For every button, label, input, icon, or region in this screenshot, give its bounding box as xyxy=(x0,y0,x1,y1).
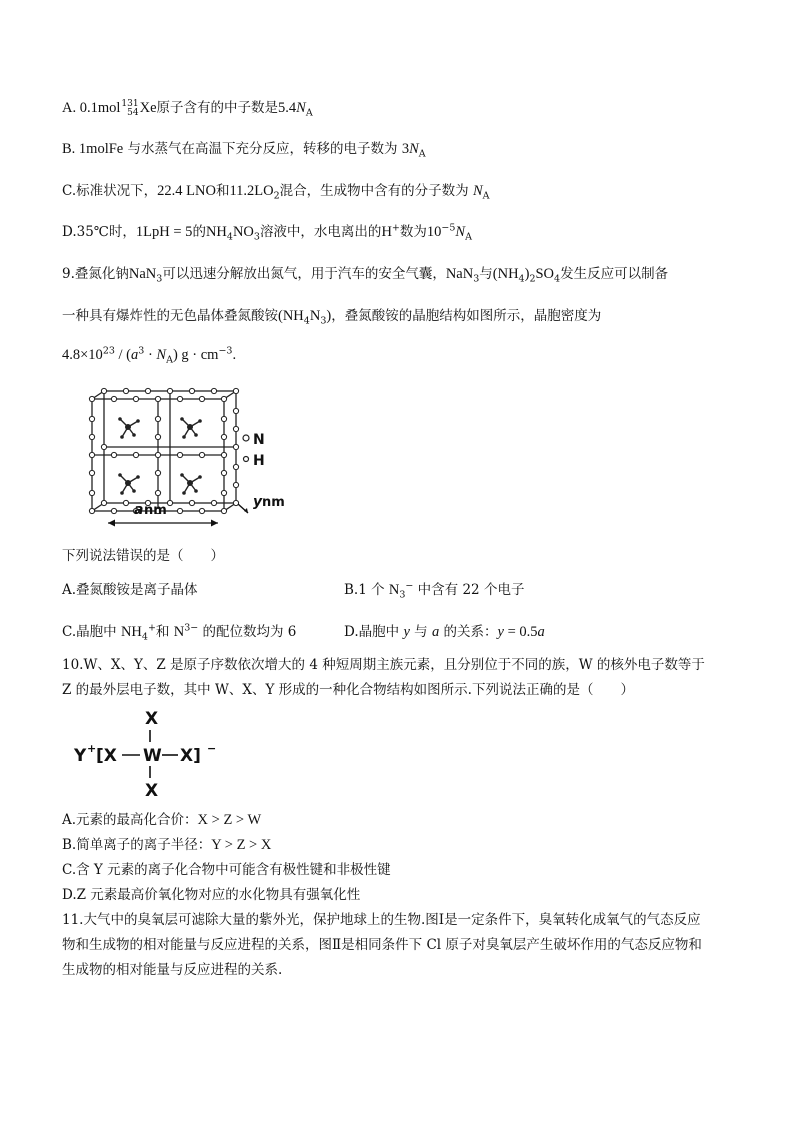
q11-stem-line1: 11.大气中的臭氧层可滤除大量的紫外光，保护地球上的生物.图Ⅰ是一定条件下，臭氧转化成氧气的气态反应 xyxy=(62,912,701,928)
structure-w: W xyxy=(143,746,162,766)
q8-option-c: C.标准状况下，22.4 LNO和$11.2LO_2$混合，生成物中含有的分子数为 $N_A$ xyxy=(62,183,490,202)
q9-option-a: A.叠氮酸铵是离子晶体 xyxy=(62,582,198,598)
q9-option-d: D.晶胞中 y 与 a 的关系：y = 0.5a xyxy=(344,624,545,640)
legend-h-label: H xyxy=(253,453,265,469)
isotope-numbers: 131 54 xyxy=(121,98,139,118)
dimension-y-unit: nm xyxy=(262,495,285,510)
q8-option-b: B. 1molFe 与水蒸气在高温下充分反应，转移的电子数为 $3N_A$ xyxy=(62,141,426,160)
q9-density-formula: $4.8\times 10^{23} / (a^3 \cdot N_A) g \cdot cm^{-3}$. xyxy=(62,345,237,366)
dimension-y-var: y xyxy=(253,494,263,510)
dimension-a-unit: nm xyxy=(144,503,167,518)
q10-option-d: D.Z 元素最高价氧化物对应的水化物具有强氧化性 xyxy=(62,887,361,903)
legend-n-marker xyxy=(243,435,249,441)
q10-option-c: C.含 Y 元素的离子化合物中可能含有极性键和非极性键 xyxy=(62,862,391,878)
structure-left-x: [X xyxy=(96,746,117,766)
structure-right-x: X] xyxy=(180,746,201,766)
q10-option-b: B.简单离子的离子半径：Y > Z > X xyxy=(62,837,272,853)
q10-stem-line2: Z 的最外层电子数，其中 W、X、Y 形成的一种化合物结构如图所示.下列说法正确的是（ ） xyxy=(62,682,634,698)
structure-y: Y xyxy=(74,746,87,766)
q9-option-b: B.1 个 $N_3^-$ 中含有 22 个电子 xyxy=(344,580,525,601)
q9-option-c: C.晶胞中 $NH_4^+$和 $N^{3-}$ 的配位数均为 6 xyxy=(62,622,297,643)
q9-stem-line2: 一种具有爆炸性的无色晶体叠氮酸铵$(NH_4N_3)$，叠氮酸铵的晶胞结构如图所示，晶胞密度为 xyxy=(62,308,602,327)
q11-stem-line2: 物和生成物的相对能量与反应进程的关系，图Ⅱ是相同条件下 Cl 原子对臭氧层产生破坏作用的气态反应物和 xyxy=(62,937,702,953)
q8-option-a: A. 0.1mol131 54Xe原子含有的中子数是$5.4N_A$ xyxy=(62,98,313,119)
q11-stem-line3: 生成物的相对能量与反应进程的关系. xyxy=(62,962,283,978)
legend-n-label: N xyxy=(253,432,265,448)
q9-stem-line1: 9.叠氮化钠NaN$_3$可以迅速分解放出氮气，用于汽车的安全气囊，NaN$_3$与$(NH_4)_2SO_4$发生反应可以制备 xyxy=(62,266,669,285)
q8-option-d: D.35℃时，1LpH = 5的$NH_4NO_3$溶液中，水电离出的H+数为$10^{-5}N_A$ xyxy=(62,222,472,243)
legend-h-marker xyxy=(244,457,249,462)
structure-y-charge: + xyxy=(87,742,97,755)
structure-bottom-x: X xyxy=(145,781,159,800)
compound-structure-figure xyxy=(72,708,252,800)
dimension-a-var: a xyxy=(134,502,144,518)
structure-charge: − xyxy=(207,742,217,755)
structure-top-x: X xyxy=(145,709,159,729)
q10-option-a: A.元素的最高化合价：X > Z > W xyxy=(62,812,262,828)
q10-stem-line1: 10.W、X、Y、Z 是原子序数依次增大的 4 种短周期主族元素，且分别位于不同的族，W 的核外电子数等于 xyxy=(62,657,705,673)
crystal-cell-figure xyxy=(78,383,328,533)
q9-prompt: 下列说法错误的是（ ） xyxy=(62,548,224,564)
